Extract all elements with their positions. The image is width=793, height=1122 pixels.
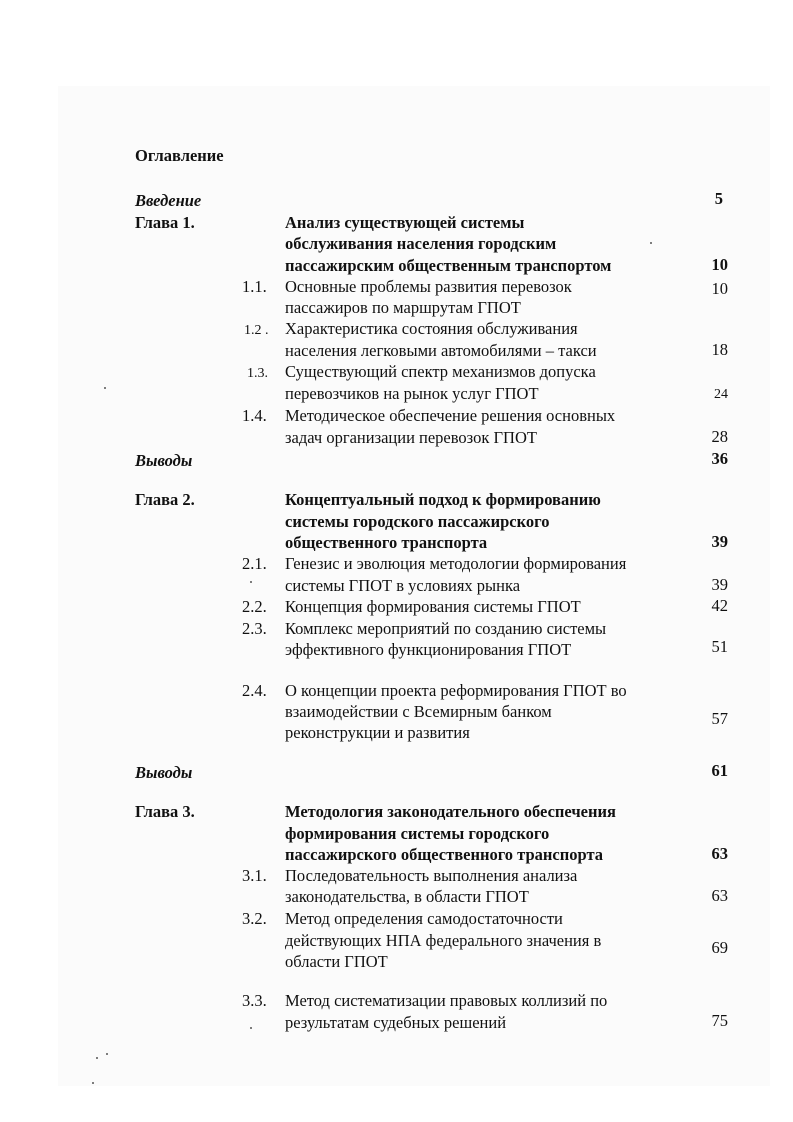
section-number: 3.1. [242, 866, 267, 885]
section-title-line: Характеристика состояния обслуживания [285, 319, 578, 338]
conclusions-page: 36 [711, 449, 728, 468]
scan-speck [92, 1082, 94, 1084]
section-title-line: задач организации перевозок ГПОТ [285, 428, 537, 447]
section-title-line: Генезис и эволюция методологии формирования [285, 554, 627, 573]
section-page: 51 [711, 637, 728, 656]
section-number: 2.1. [242, 554, 267, 573]
chapter-3-title-line: пассажирского общественного транспорта [285, 845, 603, 864]
chapter-3-title-line: формирования системы городского [285, 824, 550, 843]
scan-speck [106, 1053, 108, 1055]
section-number: 2.4. [242, 681, 267, 700]
scan-speck [650, 242, 652, 244]
section-number: 3.3. [242, 991, 267, 1010]
chapter-1-title-line: обслуживания населения городским [285, 234, 557, 253]
section-title-line: действующих НПА федерального значения в [285, 931, 602, 950]
section-page: 69 [711, 938, 728, 957]
section-title-line: области ГПОТ [285, 952, 388, 971]
conclusions-page: 61 [711, 761, 728, 780]
chapter-2-label: Глава 2. [135, 490, 195, 509]
section-page: 63 [711, 886, 728, 905]
section-page: 42 [711, 596, 728, 615]
section-title-line: Метод определения самодостаточности [285, 909, 563, 928]
section-page: 18 [711, 340, 728, 359]
section-title-line: пассажиров по маршрутам ГПОТ [285, 298, 521, 317]
section-title-line: Методическое обеспечение решения основных [285, 406, 616, 425]
chapter-3-page: 63 [711, 844, 728, 863]
intro-label: Введение [135, 191, 202, 210]
section-title-line: взаимодействии с Всемирным банком [285, 702, 552, 721]
chapter-1-title-line: пассажирским общественным транспортом [285, 256, 612, 275]
chapter-2-page: 39 [711, 532, 728, 551]
section-title-line: эффективного функционирования ГПОТ [285, 640, 572, 659]
section-page: 28 [711, 427, 728, 446]
section-number: 1.2 . [244, 323, 269, 338]
section-title-line: системы ГПОТ в условиях рынка [285, 576, 521, 595]
section-title-line: Комплекс мероприятий по созданию системы [285, 619, 607, 638]
section-number: 1.1. [242, 277, 267, 296]
section-number: 1.3. [247, 366, 268, 381]
section-title-line: законодательства, в области ГПОТ [285, 887, 529, 906]
chapter-3-title-line: Методология законодательного обеспечения [285, 802, 616, 821]
chapter-1-page: 10 [711, 255, 728, 274]
section-page: 75 [711, 1011, 728, 1030]
intro-page: 5 [714, 189, 723, 208]
scan-speck [250, 1027, 252, 1029]
section-title-line: Концепция формирования системы ГПОТ [285, 597, 581, 616]
chapter-1-label: Глава 1. [135, 213, 195, 232]
chapter-1-title-line: Анализ существующей системы [285, 213, 525, 232]
chapter-2-title-line: системы городского пассажирского [285, 512, 550, 531]
chapter-2-title-line: общественного транспорта [285, 533, 488, 552]
section-title-line: результатам судебных решений [285, 1013, 507, 1032]
section-page: 57 [711, 709, 728, 728]
section-title-line: О концепции проекта реформирования ГПОТ во [285, 681, 627, 700]
conclusions-label: Выводы [135, 451, 193, 470]
section-page: 10 [711, 279, 728, 298]
toc-title: Оглавление [135, 146, 224, 165]
chapter-3-label: Глава 3. [135, 802, 195, 821]
section-number: 3.2. [242, 909, 267, 928]
section-title-line: Метод систематизации правовых коллизий по [285, 991, 608, 1010]
section-number: 2.3. [242, 619, 267, 638]
section-title-line: реконструкции и развития [285, 723, 470, 742]
section-page: 39 [711, 575, 728, 594]
section-number: 2.2. [242, 597, 267, 616]
section-title-line: населения легковыми автомобилями – такси [285, 341, 597, 360]
scan-speck [250, 581, 252, 583]
section-number: 1.4. [242, 406, 267, 425]
section-title-line: перевозчиков на рынок услуг ГПОТ [285, 384, 539, 403]
scan-speck [104, 387, 106, 389]
chapter-2-title-line: Концептуальный подход к формированию [285, 490, 601, 509]
section-title-line: Последовательность выполнения анализа [285, 866, 578, 885]
conclusions-label: Выводы [135, 763, 193, 782]
section-title-line: Основные проблемы развития перевозок [285, 277, 572, 296]
scan-speck [96, 1057, 98, 1059]
section-page: 24 [714, 387, 728, 402]
section-title-line: Существующий спектр механизмов допуска [285, 362, 596, 381]
